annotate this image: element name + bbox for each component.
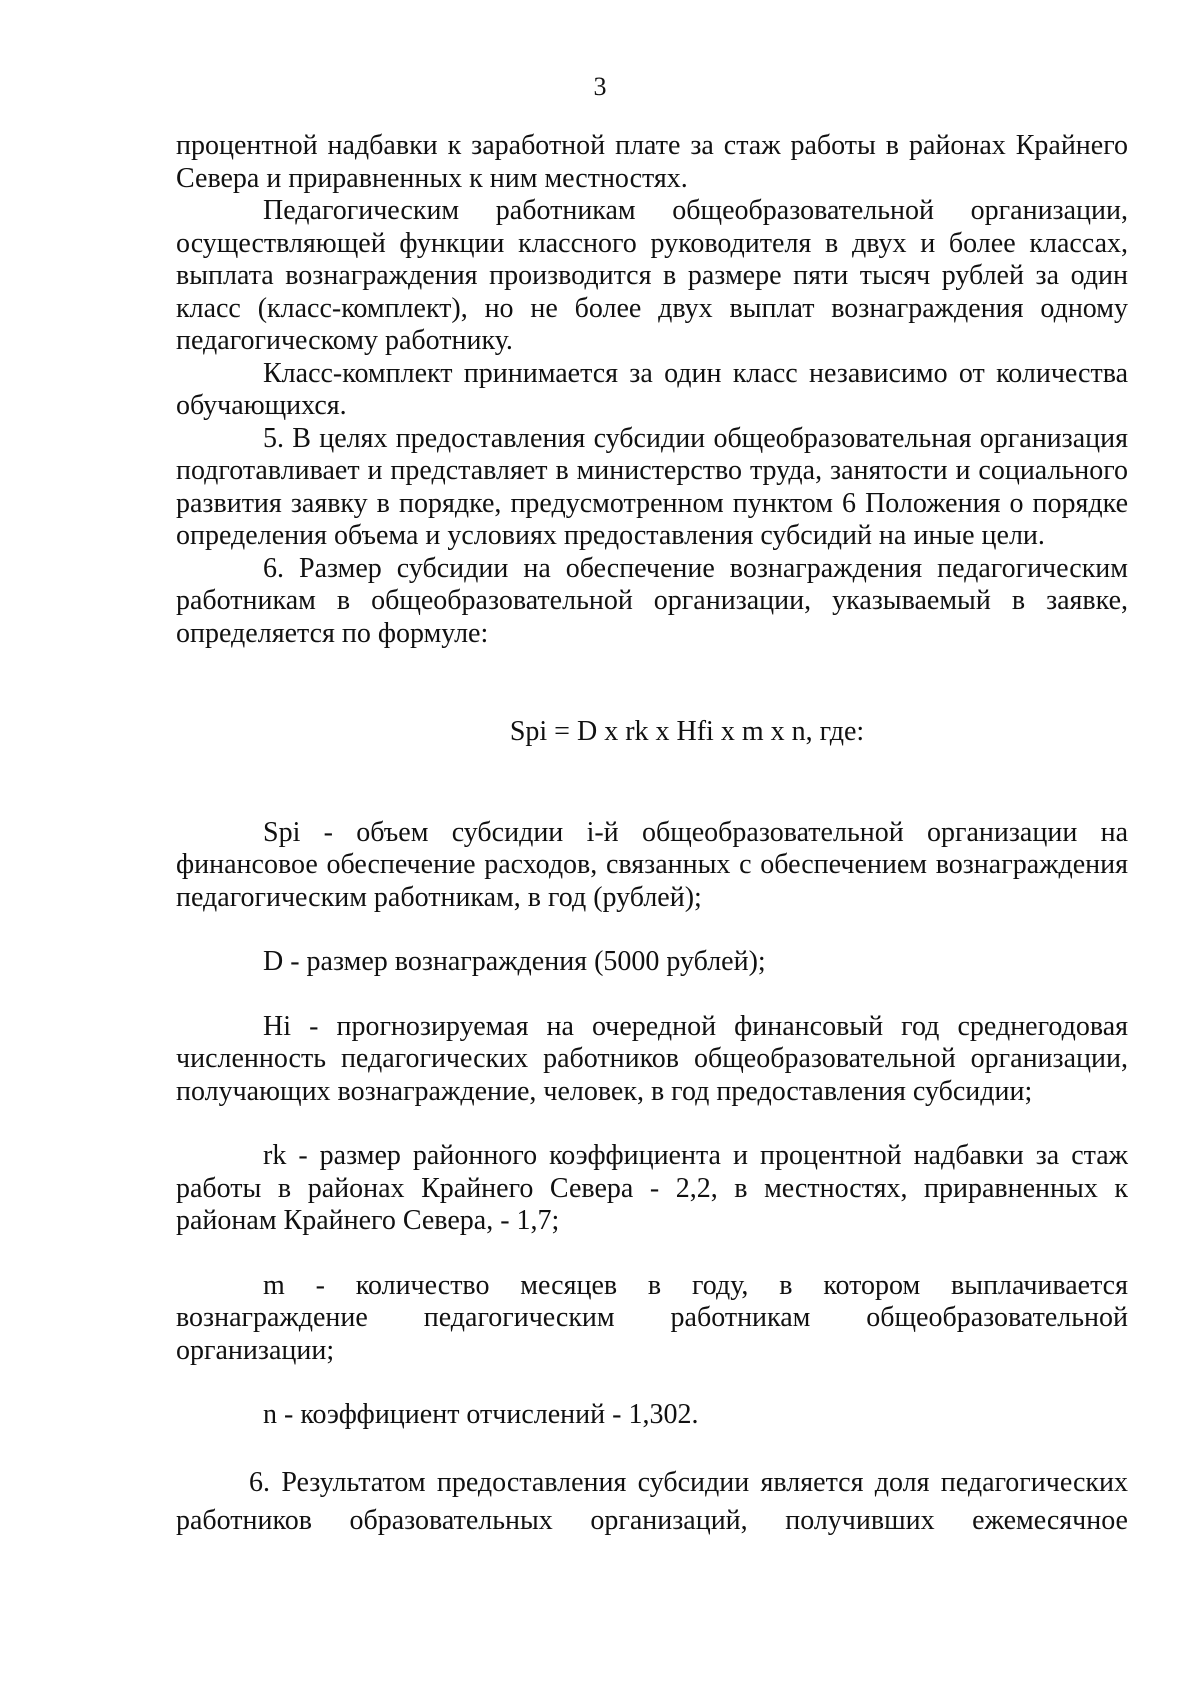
spacer — [176, 914, 1128, 946]
paragraph-result: 6. Результатом предоставления субсидии является доля педагогических работников образовательных организаций, получивших ежемесячное — [176, 1466, 1128, 1536]
paragraph-item-6: 6. Размер субсидии на обеспечение вознаграждения педагогическим работникам в общеобразовательной организации, указываемый в заявке, определяется по формуле: — [176, 552, 1128, 649]
subsidy-formula: Spi = D x rk x Hfi x m x n, где: — [509, 716, 865, 747]
spacer — [176, 650, 1128, 716]
spacer — [176, 1432, 1128, 1464]
definition-d: D - размер вознаграждения (5000 рублей); — [263, 946, 766, 977]
spacer — [176, 1367, 1128, 1399]
paragraph-item-5: 5. В целях предоставления субсидии общеобразовательная организация подготавливает и представляет в министерство труда, занятости и социального развития заявку в порядке, предусмотренном пунктом 6 Положения о порядке определения объема и условиях предоставления субсидий на иные цели. — [176, 422, 1128, 551]
paragraph-class-teacher-payment: Педагогическим работникам общеобразовательной организации, осуществляющей функции классного руководителя в двух и более классах, выплата вознаграждения производится в размере пяти тысяч рублей за один класс (класс-комплект), но не более двух выплат вознаграждения одному педагогическому работнику. — [176, 195, 1128, 356]
definition-m: m - количество месяцев в году, в котором выплачивается вознаграждение педагогическим работникам общеобразовательной организации; — [176, 1269, 1128, 1366]
document-body — [176, 130, 1128, 1540]
definition-hi: Hi - прогнозируемая на очередной финансовый год среднегодовая численность педагогических работников общеобразовательной организации, получающих вознаграждение, человек, в год предоставления субсидии; — [176, 1010, 1128, 1107]
paragraph-class-set: Класс-комплект принимается за один класс независимо от количества обучающихся. — [176, 357, 1128, 421]
spacer — [176, 1108, 1128, 1140]
spacer — [176, 749, 1128, 817]
page-number: 3 — [593, 72, 607, 101]
definition-spi: Spi - объем субсидии i-й общеобразовательной организации на финансовое обеспечение расходов, связанных с обеспечением вознаграждения педагогическим работникам, в год (рублей); — [176, 816, 1128, 913]
spacer — [176, 1238, 1128, 1270]
paragraph-continuation: процентной надбавки к заработной плате за стаж работы в районах Крайнего Севера и приравненных к ним местностях. — [176, 130, 1128, 194]
definition-n: n - коэффициент отчислений - 1,302. — [263, 1399, 699, 1430]
spacer — [176, 979, 1128, 1011]
definition-rk: rk - размер районного коэффициента и процентной надбавки за стаж работы в районах Крайнего Севера - 2,2, в местностях, приравненных к районам Крайнего Севера, - 1,7; — [176, 1140, 1128, 1236]
